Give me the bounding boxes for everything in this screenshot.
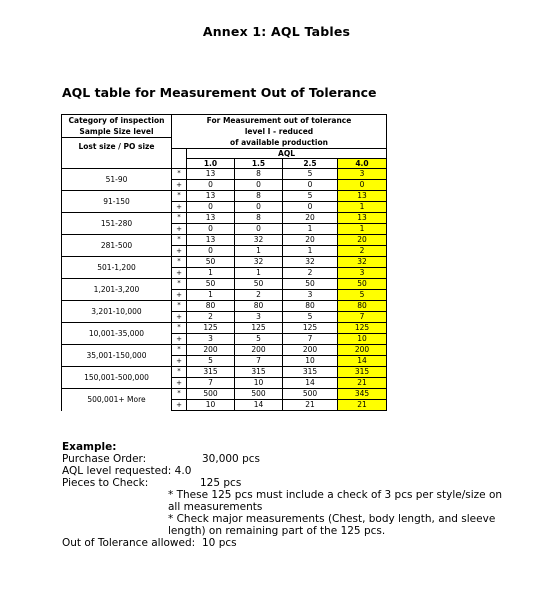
accept-marker: + [172,290,187,301]
accept-value: 10 [235,378,283,389]
sample-size-value: 200 [283,345,338,356]
accept-value: 7 [283,334,338,345]
table-row [62,389,387,400]
sample-size-value: 8 [235,169,283,180]
table-row [62,169,387,180]
accept-marker: + [172,268,187,279]
sample-size-value: 80 [283,301,338,312]
purchase-order-value: 30,000 pcs [202,453,260,465]
sample-size-marker: * [172,367,187,378]
header-sample-size: Sample Size level [62,126,172,138]
sample-size-value: 315 [338,367,387,378]
accept-value: 0 [338,180,387,191]
sample-size-value: 32 [338,257,387,268]
accept-value: 2 [338,246,387,257]
accept-value: 10 [338,334,387,345]
sample-size-value: 345 [338,389,387,400]
accept-value: 3 [235,312,283,323]
accept-value: 7 [235,356,283,367]
sample-size-value: 32 [235,235,283,246]
sample-size-value: 125 [235,323,283,334]
table-row [62,323,387,334]
sample-size-value: 500 [235,389,283,400]
pieces-row [62,477,508,489]
accept-value: 2 [283,268,338,279]
accept-value: 0 [283,202,338,213]
sample-size-value: 80 [187,301,235,312]
sample-size-marker: * [172,389,187,400]
sample-size-value: 80 [235,301,283,312]
accept-value: 0 [235,202,283,213]
accept-marker: + [172,224,187,235]
sample-size-marker: * [172,323,187,334]
sample-size-value: 13 [187,169,235,180]
lot-size-cell: 35,001-150,000 [62,345,172,367]
header-level: level I - reduced [172,126,387,138]
accept-value: 5 [235,334,283,345]
accept-value: 0 [187,224,235,235]
accept-marker: + [172,180,187,191]
lot-size-cell: 91-150 [62,191,172,213]
tolerance-label: Out of Tolerance allowed: [62,537,196,549]
accept-marker: + [172,378,187,389]
accept-value: 0 [235,180,283,191]
pieces-label: Pieces to Check: [62,477,149,489]
sample-size-marker: * [172,191,187,202]
accept-value: 7 [338,312,387,323]
accept-value: 1 [283,224,338,235]
accept-marker: + [172,400,187,411]
table-row [62,235,387,246]
sample-size-value: 13 [187,235,235,246]
sample-size-value: 80 [338,301,387,312]
accept-value: 0 [235,224,283,235]
accept-marker: + [172,246,187,257]
accept-value: 3 [283,290,338,301]
sample-size-value: 200 [187,345,235,356]
aql-table [61,114,387,411]
accept-value: 1 [235,268,283,279]
sample-size-value: 500 [187,389,235,400]
sample-size-marker: * [172,257,187,268]
table-row [62,213,387,224]
aql-requested-label: AQL level requested: 4.0 [62,465,192,477]
table-row [62,301,387,312]
accept-value: 14 [235,400,283,411]
table-row [62,257,387,268]
sample-size-value: 13 [187,191,235,202]
tolerance-value: 10 pcs [202,537,237,549]
accept-value: 3 [187,334,235,345]
accept-value: 14 [283,378,338,389]
accept-value: 10 [283,356,338,367]
note-2: * Check major measurements (Chest, body length, and sleeve length) on remaining part of the 125 pcs. [168,513,496,537]
sample-size-marker: * [172,279,187,290]
accept-value: 0 [187,180,235,191]
header-lot-size: Lost size / PO size [62,138,172,169]
sample-size-value: 125 [338,323,387,334]
aql-level-2-5: 2.5 [283,159,338,169]
header-aql: AQL [187,149,387,159]
table-row [62,345,387,356]
lot-size-cell: 150,001-500,000 [62,367,172,389]
sample-size-value: 13 [338,191,387,202]
lot-size-cell: 151-280 [62,213,172,235]
pieces-value: 125 pcs [200,477,242,489]
sample-size-value: 125 [187,323,235,334]
sample-size-value: 125 [283,323,338,334]
accept-value: 5 [338,290,387,301]
sample-size-value: 315 [187,367,235,378]
lot-size-cell: 281-500 [62,235,172,257]
sample-size-marker: * [172,213,187,224]
accept-value: 3 [338,268,387,279]
accept-value: 0 [283,180,338,191]
accept-marker: + [172,356,187,367]
aql-requested-row [62,465,508,477]
table-row [62,279,387,290]
accept-value: 1 [338,224,387,235]
sample-size-marker: * [172,345,187,356]
sample-size-value: 200 [338,345,387,356]
tolerance-row [62,537,508,549]
aql-level-1-0: 1.0 [187,159,235,169]
accept-value: 21 [338,378,387,389]
annex-title: Annex 1: AQL Tables [202,24,351,39]
example-heading: Example: [62,441,117,453]
accept-value: 7 [187,378,235,389]
accept-value: 0 [187,246,235,257]
accept-value: 1 [235,246,283,257]
aql-level-4-0: 4.0 [338,159,387,169]
accept-marker: + [172,202,187,213]
sample-size-value: 200 [235,345,283,356]
example-section [62,441,508,549]
sample-size-value: 315 [235,367,283,378]
sample-size-value: 500 [283,389,338,400]
sample-size-value: 3 [338,169,387,180]
accept-value: 2 [187,312,235,323]
header-available: of available production [172,138,387,149]
sample-size-marker: * [172,169,187,180]
accept-value: 21 [283,400,338,411]
section-title: AQL table for Measurement Out of Tolerance [62,85,377,100]
header-blank [172,149,187,169]
lot-size-cell: 500,001+ More [62,389,172,411]
sample-size-value: 8 [235,213,283,224]
sample-size-value: 20 [283,213,338,224]
sample-size-value: 20 [338,235,387,246]
purchase-order-label: Purchase Order: [62,453,147,465]
sample-size-value: 50 [235,279,283,290]
accept-value: 1 [338,202,387,213]
table-row [62,367,387,378]
accept-value: 2 [235,290,283,301]
accept-value: 1 [187,290,235,301]
lot-size-cell: 1,201-3,200 [62,279,172,301]
aql-level-1-5: 1.5 [235,159,283,169]
sample-size-value: 50 [283,279,338,290]
accept-marker: + [172,312,187,323]
sample-size-value: 20 [283,235,338,246]
accept-value: 5 [187,356,235,367]
accept-value: 1 [187,268,235,279]
sample-size-value: 5 [283,169,338,180]
lot-size-cell: 51-90 [62,169,172,191]
sample-size-value: 50 [187,257,235,268]
accept-value: 5 [283,312,338,323]
sample-size-value: 8 [235,191,283,202]
sample-size-value: 32 [235,257,283,268]
sample-size-value: 50 [338,279,387,290]
sample-size-value: 50 [187,279,235,290]
sample-size-value: 32 [283,257,338,268]
accept-value: 0 [187,202,235,213]
accept-value: 1 [283,246,338,257]
accept-value: 21 [338,400,387,411]
accept-marker: + [172,334,187,345]
table-row [62,191,387,202]
accept-value: 10 [187,400,235,411]
sample-size-marker: * [172,301,187,312]
lot-size-cell: 501-1,200 [62,257,172,279]
purchase-order-row [62,453,508,465]
note-1: * These 125 pcs must include a check of 3 pcs per style/size on all measurements [168,489,503,513]
lot-size-cell: 3,201-10,000 [62,301,172,323]
header-measurement: For Measurement out of tolerance [172,115,387,126]
sample-size-value: 13 [338,213,387,224]
accept-value: 14 [338,356,387,367]
sample-size-marker: * [172,235,187,246]
lot-size-cell: 10,001-35,000 [62,323,172,345]
sample-size-value: 315 [283,367,338,378]
sample-size-value: 5 [283,191,338,202]
sample-size-value: 13 [187,213,235,224]
header-category: Category of inspection [62,115,172,126]
